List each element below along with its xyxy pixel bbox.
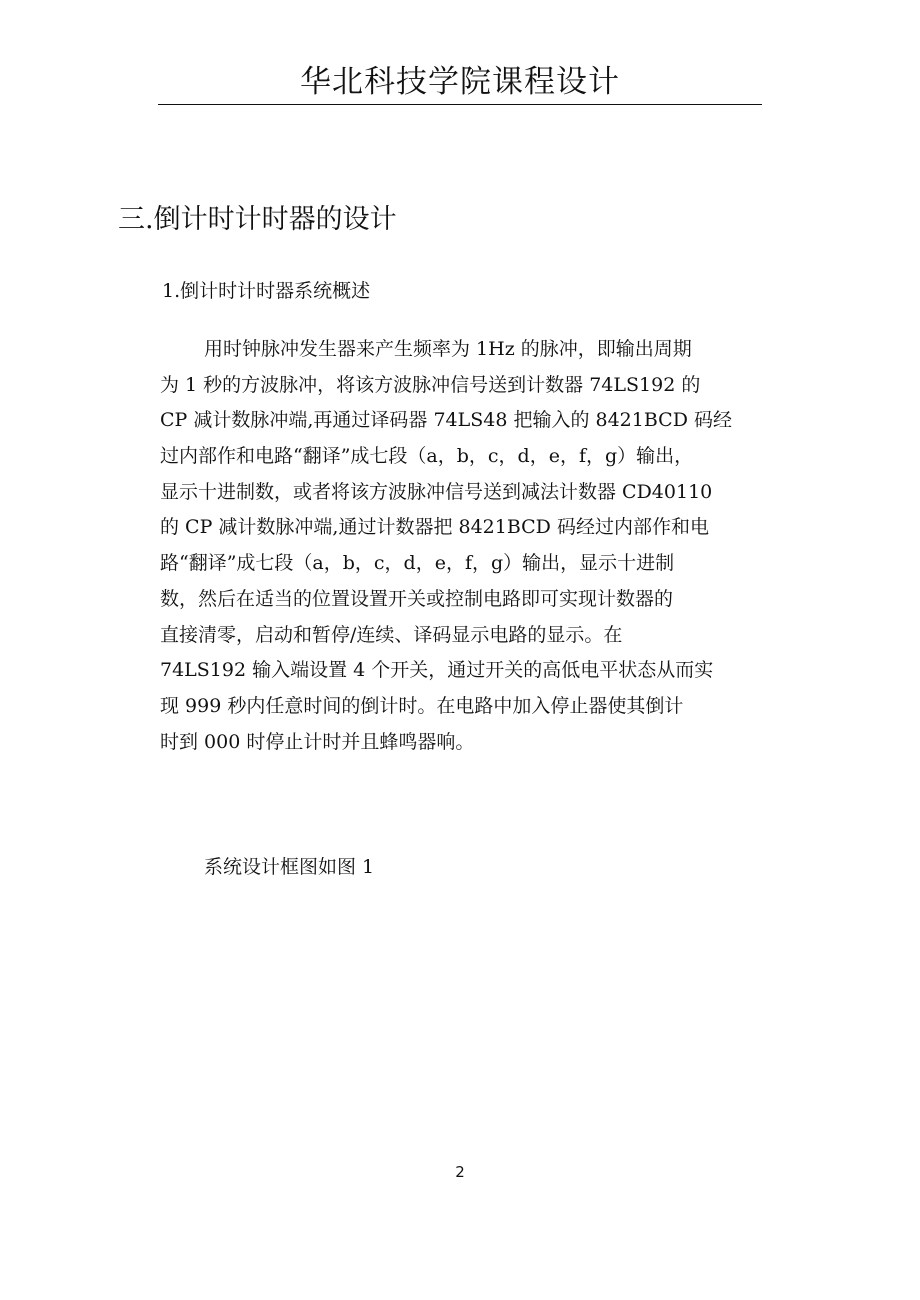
page-number: 2 bbox=[455, 1163, 465, 1181]
page-header-title: 华北科技学院课程设计 bbox=[300, 64, 620, 100]
header-divider bbox=[158, 104, 762, 105]
body-line: CP 减计数脉冲端,再通过译码器 74LS48 把输入的 8421BCD 码经 bbox=[160, 409, 732, 432]
section-title: 三.倒计时计时器的设计 bbox=[118, 204, 397, 235]
body-line: 现 999 秒内任意时间的倒计时。在电路中加入停止器使其倒计 bbox=[160, 694, 684, 717]
body-line: 时到 000 时停止计时并且蜂鸣器响。 bbox=[160, 730, 475, 753]
body-line: 用时钟脉冲发生器来产生频率为 1Hz 的脉冲，即输出周期 bbox=[204, 338, 692, 360]
body-line: 显示十进制数，或者将该方波脉冲信号送到减法计数器 CD40110 bbox=[160, 480, 713, 503]
body-line: 的 CP 减计数脉冲端,通过计数器把 8421BCD 码经过内部作和电 bbox=[160, 516, 709, 539]
subsection-title: 1.倒计时计时器系统概述 bbox=[162, 280, 371, 302]
body-line: 直接清零，启动和暂停/连续、译码显示电路的显示。在 bbox=[160, 623, 623, 646]
body-line: 数，然后在适当的位置设置开关或控制电路即可实现计数器的 bbox=[160, 587, 674, 610]
body-line: 74LS192 输入端设置 4 个开关，通过开关的高低电平状态从而实 bbox=[160, 659, 714, 682]
body-paragraph bbox=[160, 334, 780, 762]
body-line: 路“翻译”成七段（a，b，c，d，e，f，g）输出，显示十进制 bbox=[160, 552, 675, 575]
body-line: 为 1 秒的方波脉冲，将该方波脉冲信号送到计数器 74LS192 的 bbox=[160, 373, 701, 396]
figure-caption: 系统设计框图如图 1 bbox=[204, 856, 375, 878]
body-line: 过内部作和电路“翻译”成七段（a，b，c，d，e，f，g）输出， bbox=[160, 445, 694, 468]
